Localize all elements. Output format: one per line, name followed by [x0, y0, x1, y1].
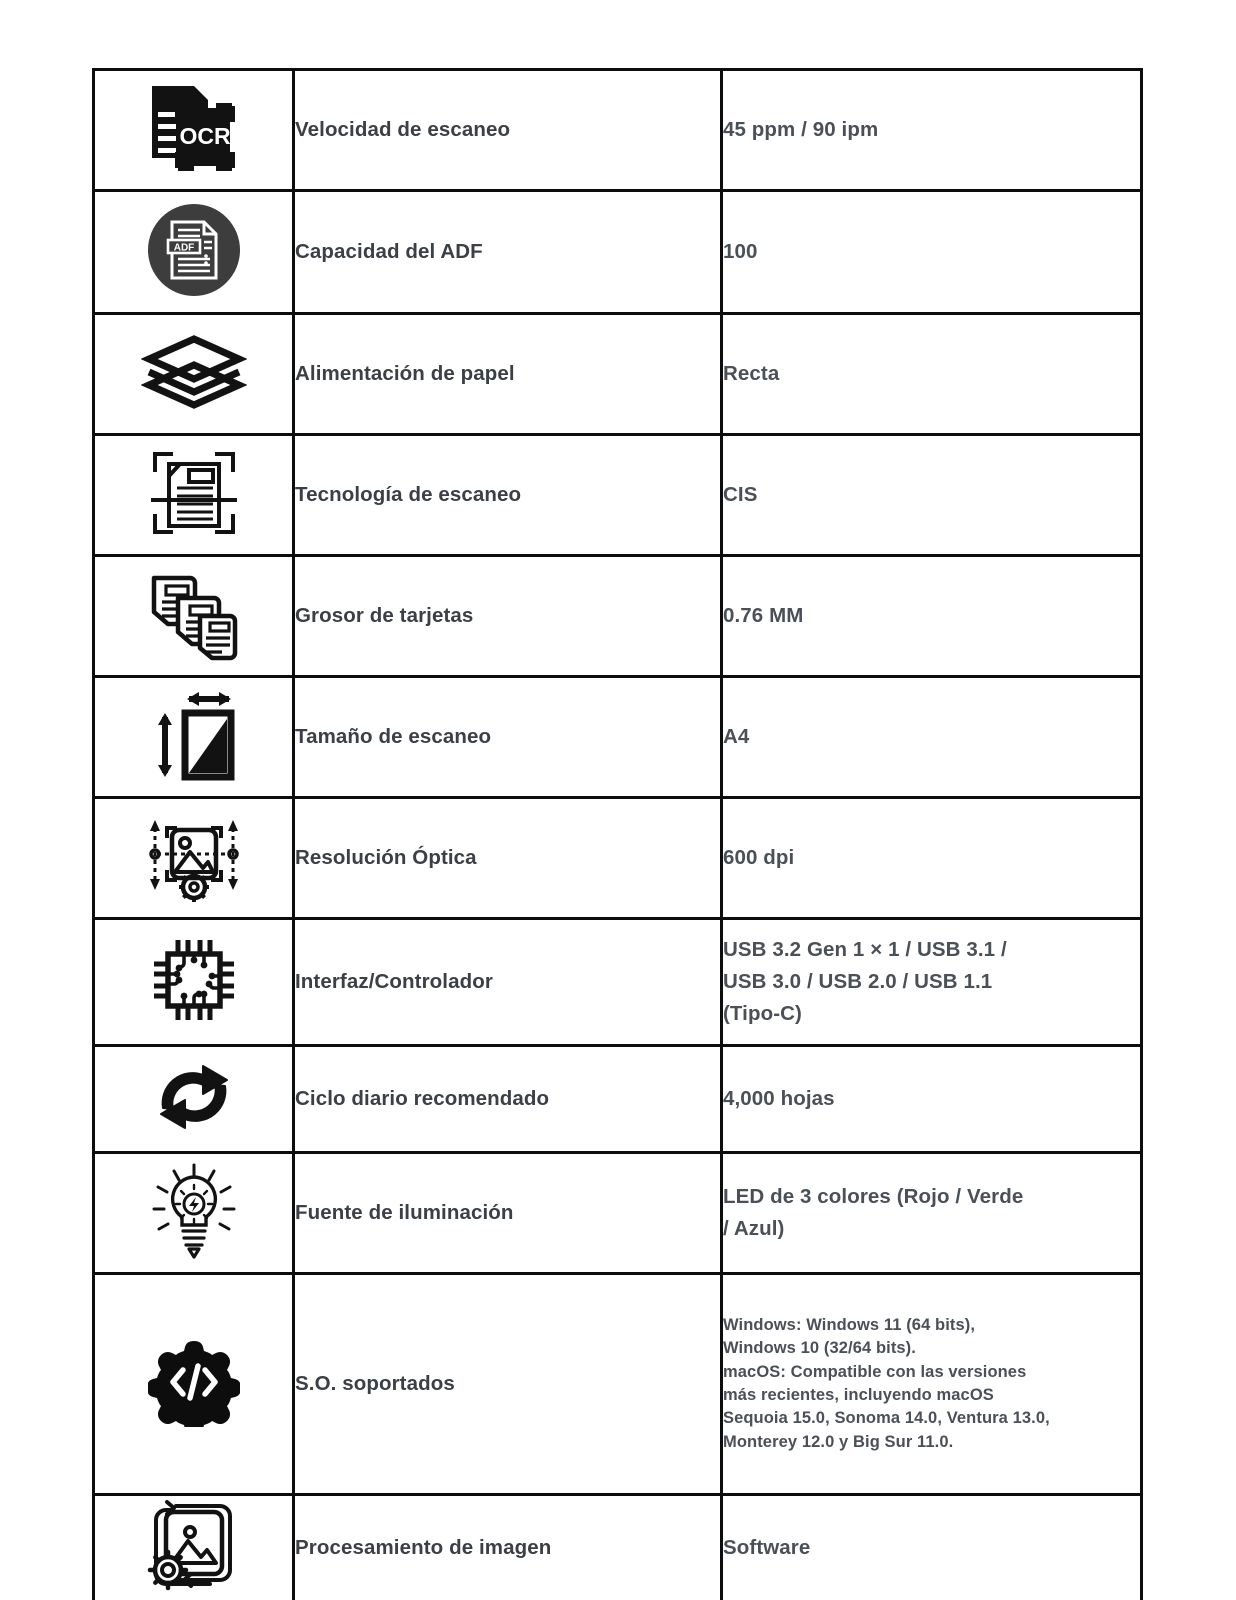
stacked-cards-icon — [144, 566, 244, 662]
row-icon-cell — [94, 798, 294, 919]
row-label: Tamaño de escaneo — [294, 677, 722, 798]
table-row — [94, 677, 1142, 798]
table-row — [94, 1153, 1142, 1274]
row-label: Tecnología de escaneo — [294, 435, 722, 556]
table-row — [94, 1495, 1142, 1600]
row-icon-cell — [94, 435, 294, 556]
image-processing-gear-icon — [146, 1500, 242, 1592]
value-line: (Tipo-C) — [723, 1001, 802, 1025]
row-icon-cell — [94, 1495, 294, 1600]
value-line: Sequoia 15.0, Sonoma 14.0, Ventura 13.0, — [723, 1409, 1050, 1428]
lightbulb-rays-icon — [148, 1161, 240, 1261]
value-line: Windows: Windows 11 (64 bits), — [723, 1315, 976, 1334]
value-line: LED de 3 colores (Rojo / Verde — [723, 1185, 1024, 1209]
row-label: Resolución Óptica — [294, 798, 722, 919]
row-icon-cell — [94, 1153, 294, 1274]
value-line: CIS — [723, 483, 758, 507]
scan-size-arrows-icon — [151, 687, 237, 783]
specifications-table — [92, 68, 1143, 1600]
row-icon-cell — [94, 677, 294, 798]
stacked-layers-icon — [141, 332, 247, 412]
row-label: Alimentación de papel — [294, 314, 722, 435]
value-line: A4 — [723, 725, 750, 749]
gear-code-icon — [148, 1337, 240, 1427]
value-line: 0.76 MM — [723, 604, 804, 628]
row-icon-cell — [94, 556, 294, 677]
value-line: / Azul) — [723, 1217, 785, 1240]
row-icon-cell — [94, 314, 294, 435]
row-icon-cell — [94, 919, 294, 1046]
row-value — [722, 1274, 1142, 1495]
table-row — [94, 435, 1142, 556]
table-row — [94, 556, 1142, 677]
value-line: Windows 10 (32/64 bits). — [723, 1339, 916, 1358]
value-line: USB 3.0 / USB 2.0 / USB 1.1 — [723, 970, 993, 994]
value-line: más recientes, incluyendo macOS — [723, 1386, 994, 1404]
document-scan-frame-icon — [147, 446, 241, 540]
value-line: USB 3.2 Gen 1 × 1 / USB 3.1 / — [723, 938, 1007, 962]
row-value — [722, 677, 1142, 798]
row-icon-cell — [94, 191, 294, 314]
table-row — [94, 1046, 1142, 1153]
row-icon-cell — [94, 1046, 294, 1153]
row-value — [722, 556, 1142, 677]
value-line: 4,000 hojas — [723, 1087, 835, 1111]
row-value — [722, 435, 1142, 556]
row-value — [722, 1495, 1142, 1600]
table-row — [94, 919, 1142, 1046]
table-row — [94, 191, 1142, 314]
svg-text:ADF: ADF — [173, 242, 194, 253]
row-label: Capacidad del ADF — [294, 191, 722, 314]
ocr-document-scan-icon — [144, 82, 244, 174]
value-line: Software — [723, 1536, 811, 1560]
row-value — [722, 314, 1142, 435]
table-row — [94, 1274, 1142, 1495]
row-icon-cell — [94, 70, 294, 191]
row-label: Ciclo diario recomendado — [294, 1046, 722, 1153]
row-label: Grosor de tarjetas — [294, 556, 722, 677]
table-row — [94, 70, 1142, 191]
row-value — [722, 919, 1142, 1046]
value-line: 600 dpi — [723, 846, 795, 870]
svg-text:OCR: OCR — [178, 122, 231, 149]
row-label: Fuente de iluminación — [294, 1153, 722, 1274]
row-value — [722, 798, 1142, 919]
specifications-table-body — [94, 70, 1142, 1600]
value-line: 45 ppm / 90 ipm — [723, 118, 879, 142]
row-label: Velocidad de escaneo — [294, 70, 722, 191]
value-line: Recta — [723, 362, 780, 386]
row-label: Procesamiento de imagen — [294, 1495, 722, 1600]
cycle-arrows-icon — [147, 1056, 241, 1138]
image-resolution-gear-icon — [145, 808, 243, 904]
row-label: S.O. soportados — [294, 1274, 722, 1495]
value-line: Monterey 12.0 y Big Sur 11.0. — [723, 1432, 954, 1451]
value-line: macOS: Compatible con las versiones — [723, 1362, 1027, 1381]
microchip-icon — [146, 932, 242, 1028]
row-value — [722, 191, 1142, 314]
value-line: 100 — [723, 240, 758, 264]
adf-document-circle-icon — [146, 202, 242, 298]
row-value — [722, 1153, 1142, 1274]
row-label: Interfaz/Controlador — [294, 919, 722, 1046]
row-value — [722, 70, 1142, 191]
table-row — [94, 798, 1142, 919]
table-row — [94, 314, 1142, 435]
row-value — [722, 1046, 1142, 1153]
row-icon-cell — [94, 1274, 294, 1495]
